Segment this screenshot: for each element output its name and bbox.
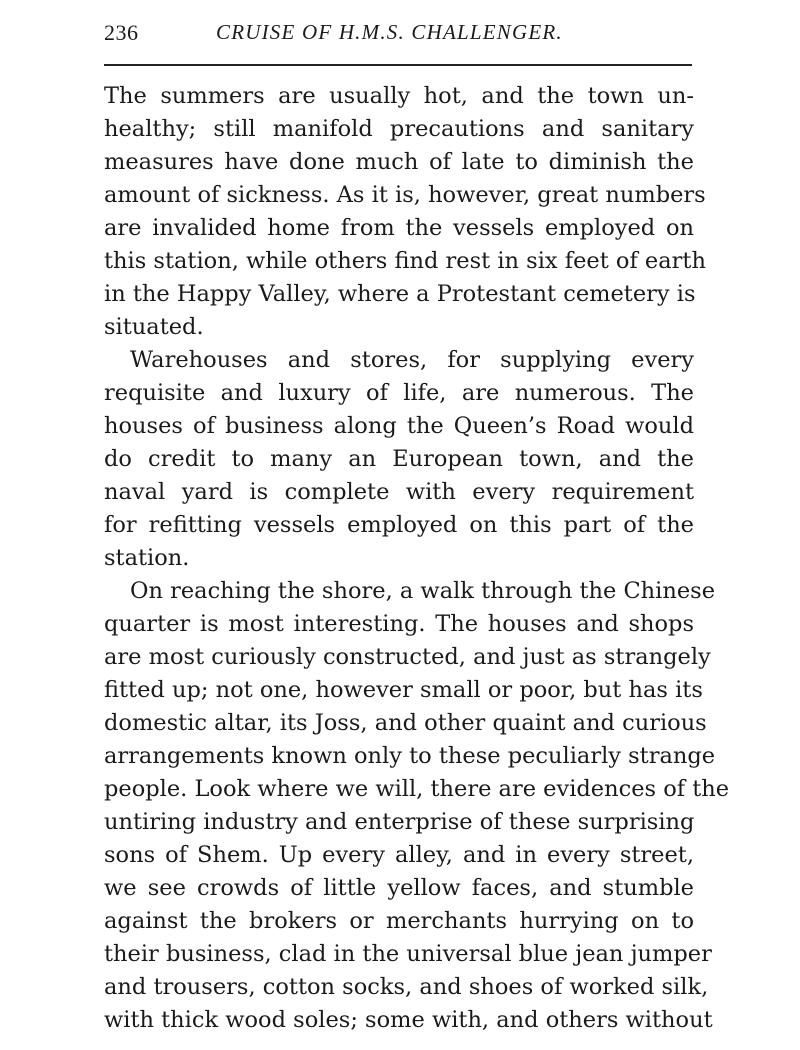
book-page	[104, 14, 730, 1033]
text-line: domestic altar, its Joss, and other quaint and curious	[104, 710, 707, 736]
text-line: measures have done much of late to diminish the	[104, 149, 694, 175]
text-line: fitted up; not one, however small or poor, but has its	[104, 677, 703, 703]
text-line: people. Look where we will, there are evidences of the	[104, 776, 730, 802]
text-line: arrangements known only to these peculiarly strange	[104, 743, 716, 769]
text-line: On reaching the shore, a walk through the Chinese	[130, 578, 716, 604]
page-number: 236	[104, 20, 139, 45]
text-line: against the brokers or merchants hurrying on to	[104, 908, 694, 934]
running-head	[104, 14, 694, 50]
running-title: CRUISE OF H.M.S. CHALLENGER.	[216, 20, 563, 44]
paragraph-1	[104, 80, 706, 344]
paragraph-3	[104, 575, 730, 1037]
text-line: houses of business along the Queen’s Road would	[104, 413, 694, 439]
text-line: for refitting vessels employed on this part of the	[104, 512, 694, 538]
header-rule	[104, 64, 692, 66]
text-line: we see crowds of little yellow faces, and stumble	[104, 875, 694, 901]
text-line: are most curiously constructed, and just as strangely	[104, 644, 711, 670]
text-line: situated.	[104, 314, 204, 340]
text-line: amount of sickness. As it is, however, great numbers	[104, 182, 706, 208]
text-line: The summers are usually hot, and the town un-	[104, 83, 694, 109]
text-line: naval yard is complete with every requirement	[104, 479, 694, 505]
text-line: quarter is most interesting. The houses and shops	[104, 611, 694, 637]
text-line: their business, clad in the universal blue jean jumper	[104, 941, 712, 967]
text-line: this station, while others find rest in six feet of earth	[104, 248, 706, 274]
text-line: requisite and luxury of life, are numerous. The	[104, 380, 694, 406]
text-line: are invalided home from the vessels employed on	[104, 215, 694, 241]
paragraph-2	[104, 344, 694, 575]
body-text	[104, 80, 730, 1037]
text-line: in the Happy Valley, where a Protestant cemetery is	[104, 281, 696, 307]
text-line: do credit to many an European town, and the	[104, 446, 694, 472]
text-line: healthy; still manifold precautions and sanitary	[104, 116, 694, 142]
text-line: sons of Shem. Up every alley, and in every street,	[104, 842, 694, 868]
text-line: with thick wood soles; some with, and others without	[104, 1007, 713, 1033]
text-line: station.	[104, 545, 190, 571]
text-line: Warehouses and stores, for supplying every	[130, 347, 694, 373]
text-line: and trousers, cotton socks, and shoes of worked silk,	[104, 974, 709, 1000]
text-line: untiring industry and enterprise of these surprising	[104, 809, 695, 835]
